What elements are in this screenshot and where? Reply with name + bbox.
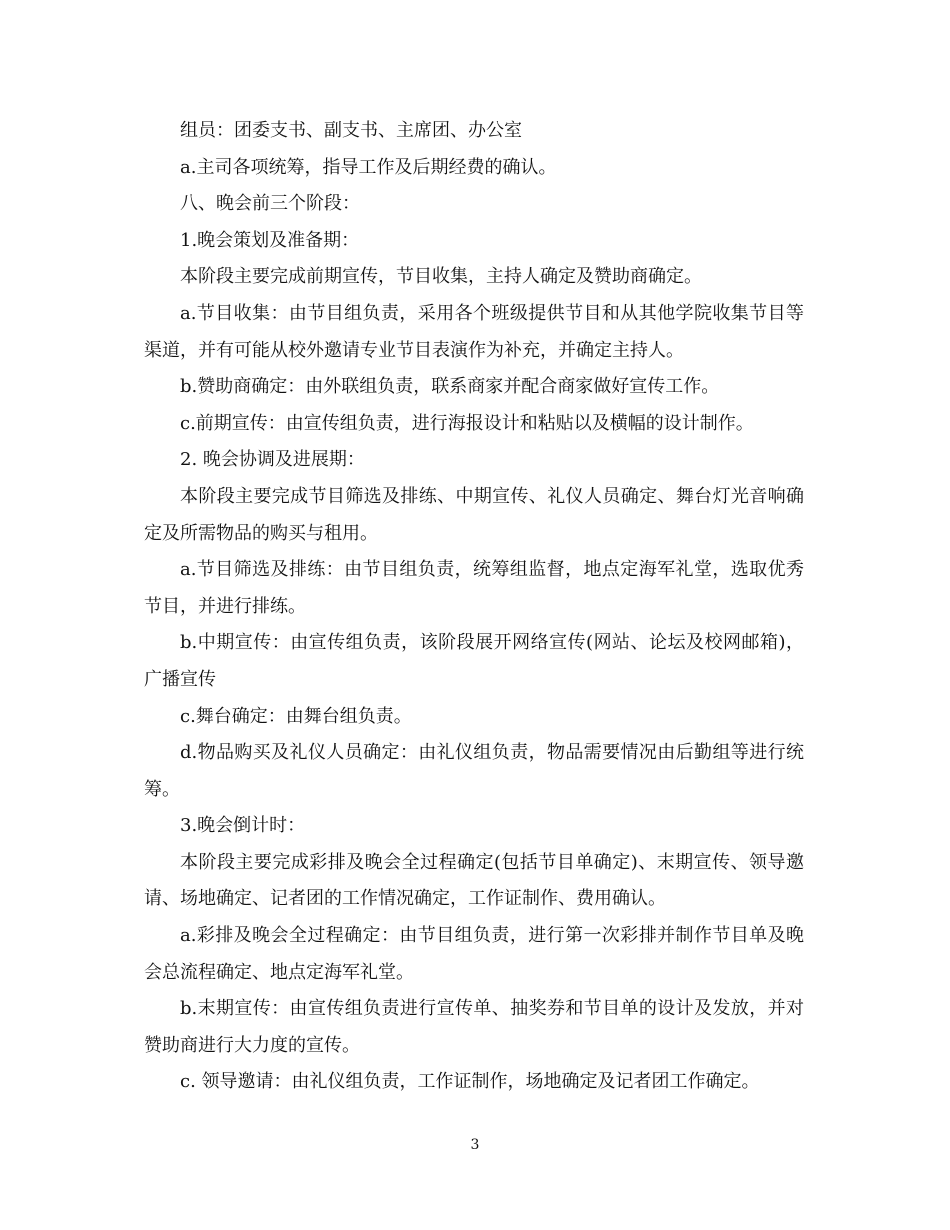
paragraph: b.中期宣传：由宣传组负责，该阶段展开网络宣传(网站、论坛及校网邮箱)，广播宣传 xyxy=(144,632,804,690)
subsection-heading: 3.晚会倒计时： xyxy=(180,815,306,837)
section-heading: 八、晚会前三个阶段： xyxy=(180,193,360,215)
paragraph: a.彩排及晚会全过程确定：由节目组负责，进行第一次彩排并制作节目单及晚会总流程确定、地点定海军礼堂。 xyxy=(144,925,804,983)
paragraph: a.节目收集：由节目组负责，采用各个班级提供节目和从其他学院收集节目等渠道，并有可能从校外邀请专业节目表演作为补充，并确定主持人。 xyxy=(144,302,804,361)
paragraph: c.前期宣传：由宣传组负责，进行海报设计和粘贴以及横幅的设计制作。 xyxy=(180,412,754,434)
paragraph: c.舞台确定：由舞台组负责。 xyxy=(180,705,412,727)
paragraph: 本阶段主要完成前期宣传，节目收集，主持人确定及赞助商确定。 xyxy=(180,266,702,288)
subsection-heading: 2. 晚会协调及进展期： xyxy=(180,449,365,471)
document-body xyxy=(144,113,804,1101)
paragraph: 本阶段主要完成节目筛选及排练、中期宣传、礼仪人员确定、舞台灯光音响确定及所需物品的购买与租用。 xyxy=(144,485,804,544)
paragraph: b.末期宣传：由宣传组负责进行宣传单、抽奖券和节目单的设计及发放，并对赞助商进行大力度的宣传。 xyxy=(144,998,804,1056)
paragraph: a.主司各项统筹，指导工作及后期经费的确认。 xyxy=(180,156,557,178)
subsection-heading: 1.晚会策划及准备期： xyxy=(180,229,360,251)
paragraph: 本阶段主要完成彩排及晚会全过程确定(包括节目单确定)、末期宣传、领导邀请、场地确定、记者团的工作情况确定，工作证制作、费用确认。 xyxy=(144,851,804,910)
paragraph: d.物品购买及礼仪人员确定：由礼仪组负责，物品需要情况由后勤组等进行统筹。 xyxy=(144,742,804,800)
paragraph: a.节目筛选及排练：由节目组负责，统筹组监督，地点定海军礼堂，选取优秀节目，并进行排练。 xyxy=(144,559,804,617)
page-number: 3 xyxy=(470,1137,480,1153)
paragraph: c. 领导邀请：由礼仪组负责，工作证制作，场地确定及记者团工作确定。 xyxy=(180,1071,760,1093)
paragraph: b.赞助商确定：由外联组负责，联系商家并配合商家做好宣传工作。 xyxy=(180,376,720,398)
paragraph: 组员：团委支书、副支书、主席团、办公室 xyxy=(180,120,522,141)
